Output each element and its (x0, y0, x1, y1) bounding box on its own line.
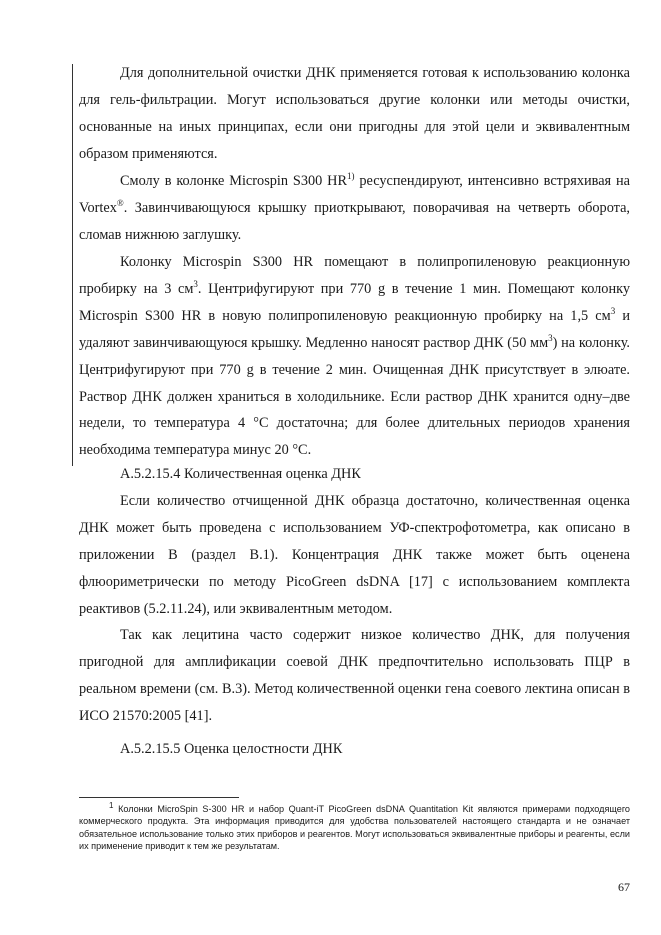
paragraph-quantification: Если количество отчищенной ДНК образца достаточно, количественная оценка ДНК может быть проведена с использованием УФ-спектрофотометра, как описано в приложении В (раздел В.1). Концентрация ДНК также может быть оценена флюориметрически по методу PicoGreen dsDNA [17] с использованием комплекта реактивов (5.2.11.24), или эквивалентным методом. (79, 493, 630, 617)
footnote-separator (79, 797, 239, 798)
paragraph-column-centrifugation: Колонку Microspin S300 HR помещают в полипропиленовую реакционную пробирку на 3 $см^3$. Центрифугируют при 770 g в течение 1 мин. Помещают колонку Microspin S300 HR в новую полипропиленовую реакционную пробирку на 1,5 $см^3$ и удаляют завинчивающуюся крышку. Медленно наносят раствор ДНК (50 $мм^3$) на колонку. Центрифугируют при 770 g в течение 2 мин. Очищенная ДНК присутствует в элюате. Раствор ДНК должен храниться в холодильнике. Если раствор ДНК хранится одну–две недели, то температура 4 °С достаточна; для более длительных периодов хранения необходима температура минус 20 °С. (79, 254, 630, 459)
paragraph-extra-purification: Для дополнительной очистки ДНК применяется готовая к использованию колонка для гель-фильтрации. Могут использоваться другие колонки или методы очистки, основанные на иных принципах, если они пригодны для этой цели и эквивалентным образом применяются. (79, 65, 630, 162)
footnote-marker: 1 (109, 800, 114, 810)
section-heading-integrity: А.5.2.15.5 Оценка целостности ДНК (120, 741, 343, 757)
paragraph-resin-resuspension: Смолу в колонке Microspin S300 HR$^{1)}$ ресуспендируют, интенсивно встряхивая на Vortex®. Завинчивающуюся крышку приоткрывают, поворачивая на четверть оборота, сломав нижнюю заглушку. (79, 171, 630, 243)
page-number: 67 (618, 880, 630, 894)
paragraph-soy-lectin: Так как лецитина часто содержит низкое количество ДНК, для получения пригодной для амплификации соевой ДНК предпочтительно использовать ПЦР в реальном времени (см. В.3). Метод количественной оценки гена соевого лектина описан в ИСО 21570:2005 [41]. (79, 627, 630, 724)
footnote: $^1$ Колонки MicroSpin S-300 HR и набор Quant-iT PicoGreen dsDNA Quantitation Kit являются примерами подходящего коммерческого продукта. Эта информация приводится для удобства пользователей настоящего стандарта и не означает обязательное использование только этих приборов и реагентов. Могут использоваться эквивалентные приборы и реагенты, если их применение приводит к тем же результатам. (79, 800, 630, 852)
section-heading-quantification: А.5.2.15.4 Количественная оценка ДНК (120, 466, 361, 482)
revision-bar (72, 64, 73, 466)
